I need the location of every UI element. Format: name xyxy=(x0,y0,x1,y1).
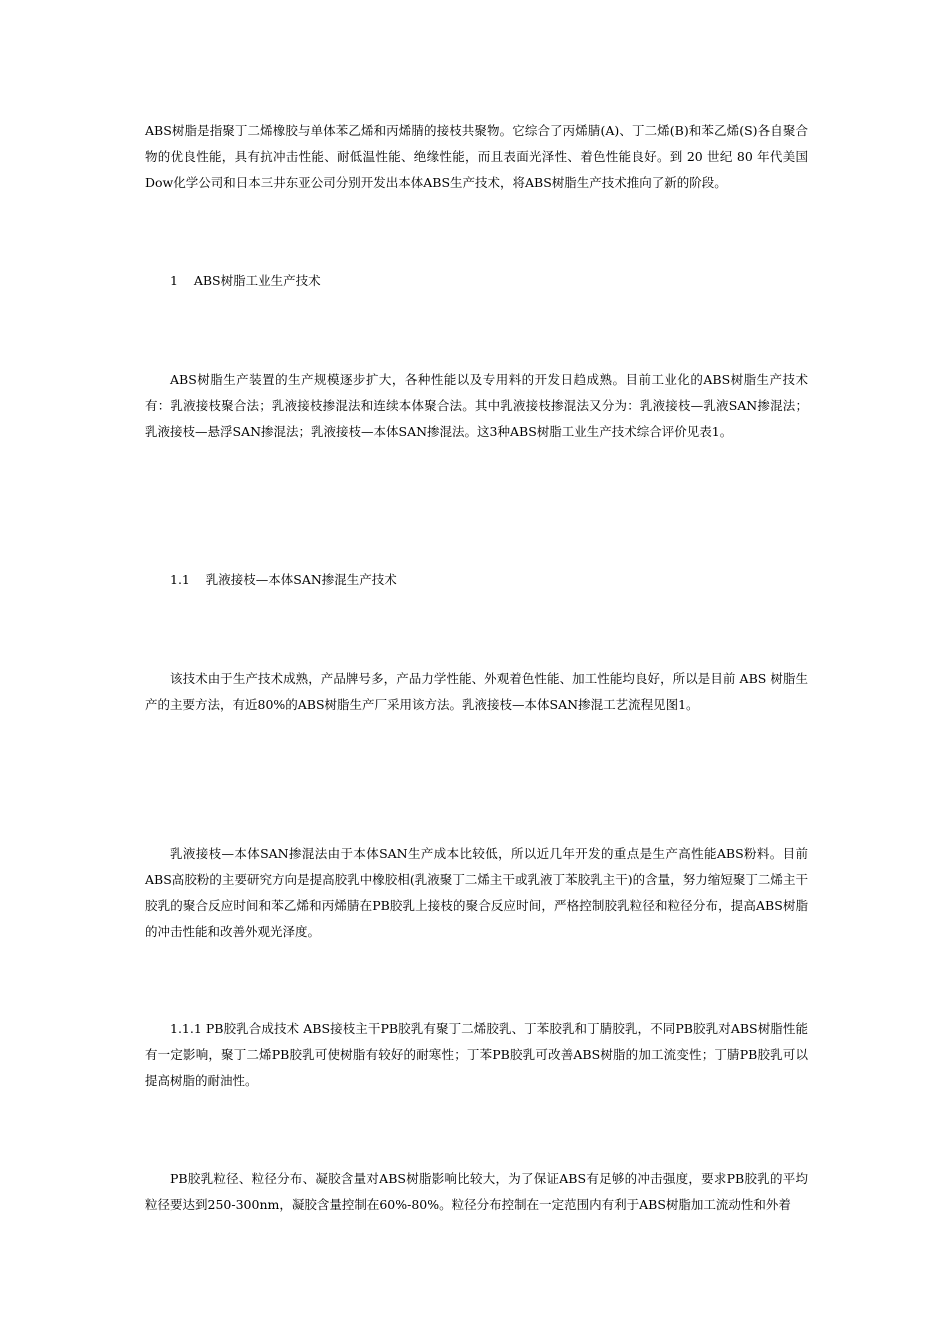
paragraph-pb-particle-size: PB胶乳粒径、粒径分布、凝胶含量对ABS树脂影响比较大，为了保证ABS有足够的冲击强度，要求PB胶乳的平均粒径要达到250-300nm，凝胶含量控制在60%-80%。粒径分布控制在一定范围内有利于ABS树脂加工流动性和外着 xyxy=(145,1171,808,1212)
paragraph-pb-latex-synthesis: 1.1.1 PB胶乳合成技术 ABS接枝主干PB胶乳有聚丁二烯胶乳、丁苯胶乳和丁腈胶乳，不同PB胶乳对ABS树脂性能有一定影响，聚丁二烯PB胶乳可使树脂有较好的耐寒性；丁苯PB胶乳可改善ABS树脂的加工流变性；丁腈PB胶乳可以提高树脂的耐油性。 xyxy=(145,1021,808,1088)
paragraph-high-performance-powder: 乳液接枝—本体SAN掺混法由于本体SAN生产成本比较低，所以近几年开发的重点是生产高性能ABS粉料。目前ABS高胶粉的主要研究方向是提高胶乳中橡胶相(乳液聚丁二烯主干或乳液丁苯胶乳主干)的含量，努力缩短聚丁二烯主干胶乳的聚合反应时间和苯乙烯和丙烯腈在PB胶乳上接枝的聚合反应时间，严格控制胶乳粒径和粒径分布，提高ABS树脂的冲击性能和改善外观光泽度。 xyxy=(145,846,808,939)
intro-paragraph: ABS树脂是指聚丁二烯橡胶与单体苯乙烯和丙烯腈的接枝共聚物。它综合了丙烯腈(A)、丁二烯(B)和苯乙烯(S)各自聚合物的优良性能，具有抗冲击性能、耐低温性能、绝缘性能，而且表面光泽性、着色性能良好。到 20 世纪 80 年代美国Dow化学公司和日本三井东亚公司分别开发出本体ABS生产技术，将ABS树脂生产技术推向了新的阶段。 xyxy=(145,123,808,190)
section-heading-1-1: 1.1 乳液接枝—本体SAN掺混生产技术 xyxy=(170,572,397,587)
section-heading-1: 1 ABS树脂工业生产技术 xyxy=(170,273,321,288)
paragraph-technology-maturity: 该技术由于生产技术成熟，产品牌号多，产品力学性能、外观着色性能、加工性能均良好，所以是目前 ABS 树脂生产的主要方法，有近80%的ABS树脂生产厂采用该方法。乳液接枝—本体SAN掺混工艺流程见图1。 xyxy=(145,671,808,712)
paragraph-production-methods: ABS树脂生产装置的生产规模逐步扩大，各种性能以及专用料的开发日趋成熟。目前工业化的ABS树脂生产技术有：乳液接枝聚合法；乳液接枝掺混法和连续本体聚合法。其中乳液接枝掺混法又分为：乳液接枝—乳液SAN掺混法；乳液接枝—悬浮SAN掺混法；乳液接枝—本体SAN掺混法。这3种ABS树脂工业生产技术综合评价见表1。 xyxy=(145,372,808,439)
